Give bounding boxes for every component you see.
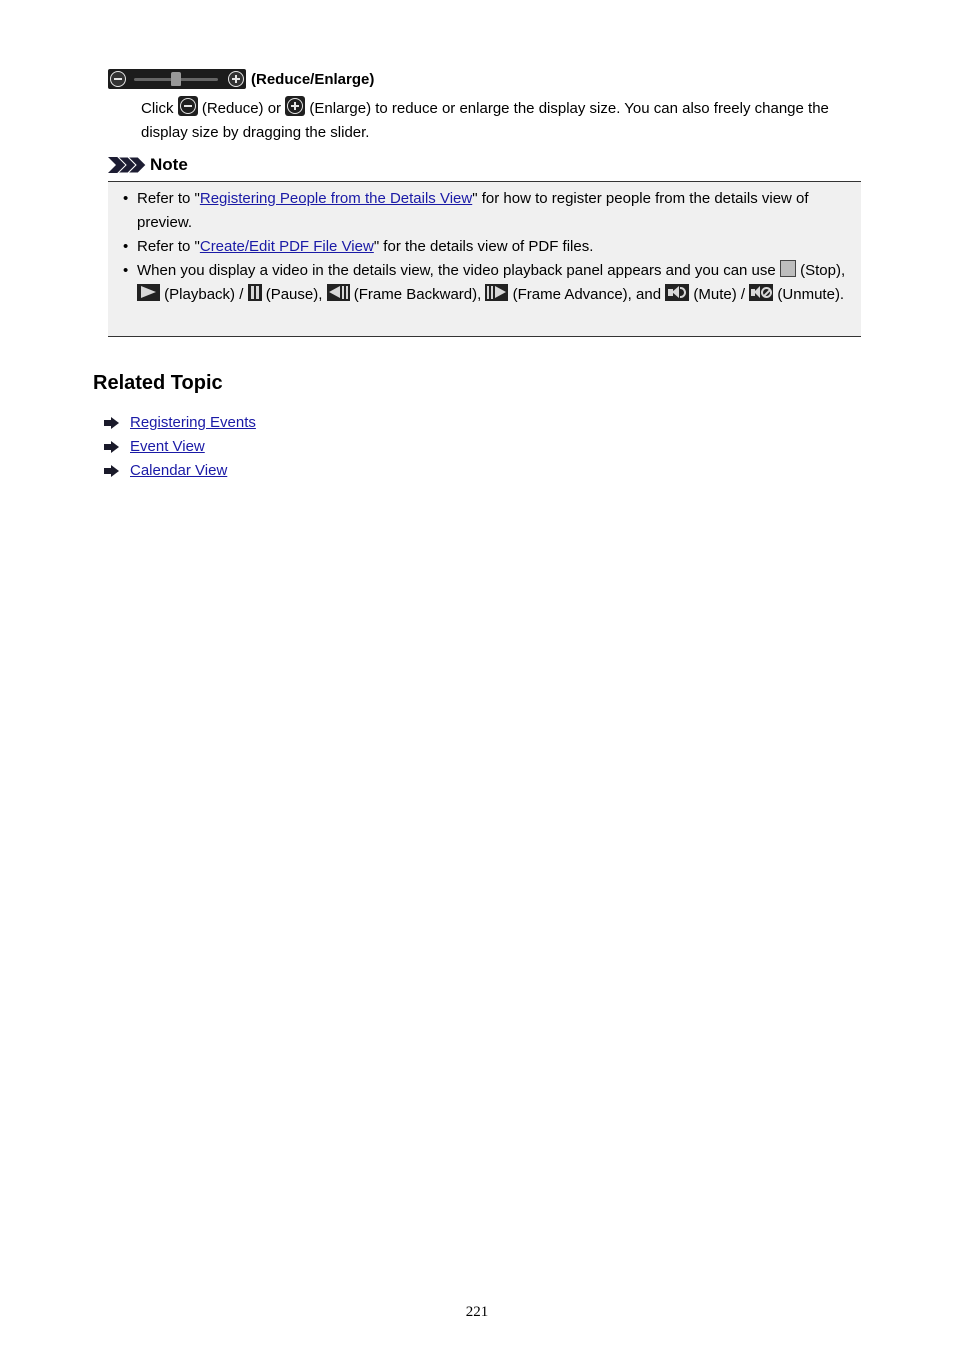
frame-backward-icon xyxy=(327,284,350,301)
note-heading xyxy=(108,155,188,175)
reduce-enlarge-heading xyxy=(108,68,374,90)
frame-advance-icon xyxy=(485,284,508,301)
enlarge-icon xyxy=(285,96,305,116)
note-item: • Refer to "Create/Edit PDF File View" for the details view of PDF files. xyxy=(108,235,861,259)
pause-icon xyxy=(248,284,262,301)
link-event-view[interactable]: Event View xyxy=(130,438,205,455)
reduce-icon xyxy=(178,96,198,116)
reduce-enlarge-description: Click (Reduce) or (Enlarge) to reduce or enlarge the display size. You can also freely change the display size by dragging the slider. xyxy=(141,96,871,145)
play-icon xyxy=(137,284,160,301)
link-calendar-view[interactable]: Calendar View xyxy=(130,462,228,479)
page-number: 221 xyxy=(465,1304,489,1320)
note-item: • When you display a video in the details view, the video playback panel appears and you can use (Stop), (Playback) / (Pause), (Frame Backward), (Frame Advance), and (Mute) / (Unmute). xyxy=(108,259,861,307)
link-create-edit-pdf[interactable]: Create/Edit PDF File View xyxy=(199,238,374,255)
unmute-icon xyxy=(749,284,773,301)
zoom-slider[interactable] xyxy=(108,69,246,89)
reduce-enlarge-title: (Reduce/Enlarge) xyxy=(251,70,375,88)
slider-knob xyxy=(171,72,181,86)
note-title: Note xyxy=(150,155,188,174)
related-link-item xyxy=(104,435,256,459)
stop-icon xyxy=(780,260,796,277)
link-registering-people[interactable]: Registering People from the Details View xyxy=(199,190,473,207)
link-registering-events[interactable]: Registering Events xyxy=(130,414,256,431)
zoom-out-icon xyxy=(110,71,126,87)
note-chevrons-icon xyxy=(108,157,146,173)
note-item: • Refer to "Registering People from the Details View" for how to register people from the details view of preview. xyxy=(108,187,861,235)
related-topic-title: Related Topic xyxy=(93,372,223,394)
arrow-right-icon xyxy=(104,417,120,429)
arrow-right-icon xyxy=(104,465,120,477)
note-box xyxy=(108,181,861,337)
related-link-item xyxy=(104,459,256,483)
note-list xyxy=(108,182,861,307)
related-link-item xyxy=(104,411,256,435)
zoom-in-icon xyxy=(228,71,244,87)
related-topic-list xyxy=(104,411,256,483)
mute-icon xyxy=(665,284,689,301)
arrow-right-icon xyxy=(104,441,120,453)
